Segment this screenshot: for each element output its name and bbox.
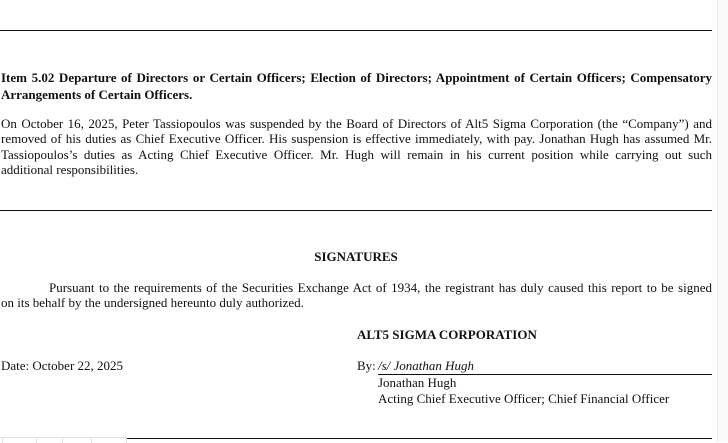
signatures-statement (1, 280, 712, 311)
by-label: By: (357, 358, 376, 373)
section-divider (0, 210, 712, 211)
item-paragraph (1, 116, 712, 178)
signature-value: /s/ Jonathan Hugh (378, 358, 475, 373)
company-name: ALT5 SIGMA CORPORATION (357, 327, 537, 342)
signatures-title: SIGNATURES (314, 249, 398, 264)
item-heading (1, 69, 712, 103)
signer-title: Acting Chief Executive Officer; Chief Financial Officer (378, 391, 670, 406)
bottom-divider (127, 438, 712, 439)
top-divider (0, 30, 712, 31)
item-heading-line-1: Item 5.02 Departure of Directors or Certain Officers; Election of Directors; Appointment of Certain Officers; Compensatory (1, 70, 712, 85)
item-heading-line-2: Arrangements of Certain Officers. (1, 87, 193, 102)
right-scroll-gutter[interactable] (717, 0, 728, 442)
statement-line-1: Pursuant to the requirements of the Securities Exchange Act of 1934, the registrant has duly caused this report to be signed (49, 280, 712, 295)
paragraph-line: additional responsibilities. (1, 162, 139, 178)
signer-name: Jonathan Hugh (378, 375, 457, 390)
paragraph-line: Tassiopoulos’s duties as Acting Chief Executive Officer. Mr. Hugh will remain in his current position while carrying out such (1, 146, 712, 162)
paragraph-line: removed of his duties as Chief Executive Officer. His suspension is effective immediately, with pay. Jonathan Hugh has assumed Mr. (1, 131, 712, 147)
statement-line-2: on its behalf by the undersigned hereunto duly authorized. (1, 295, 304, 311)
ruler-tab-marks (0, 437, 127, 443)
paragraph-line: On October 16, 2025, Peter Tassiopoulos was suspended by the Board of Directors of Alt5 Sigma Corporation (the “Company”) and (1, 116, 712, 131)
signature-date: Date: October 22, 2025 (1, 358, 124, 373)
